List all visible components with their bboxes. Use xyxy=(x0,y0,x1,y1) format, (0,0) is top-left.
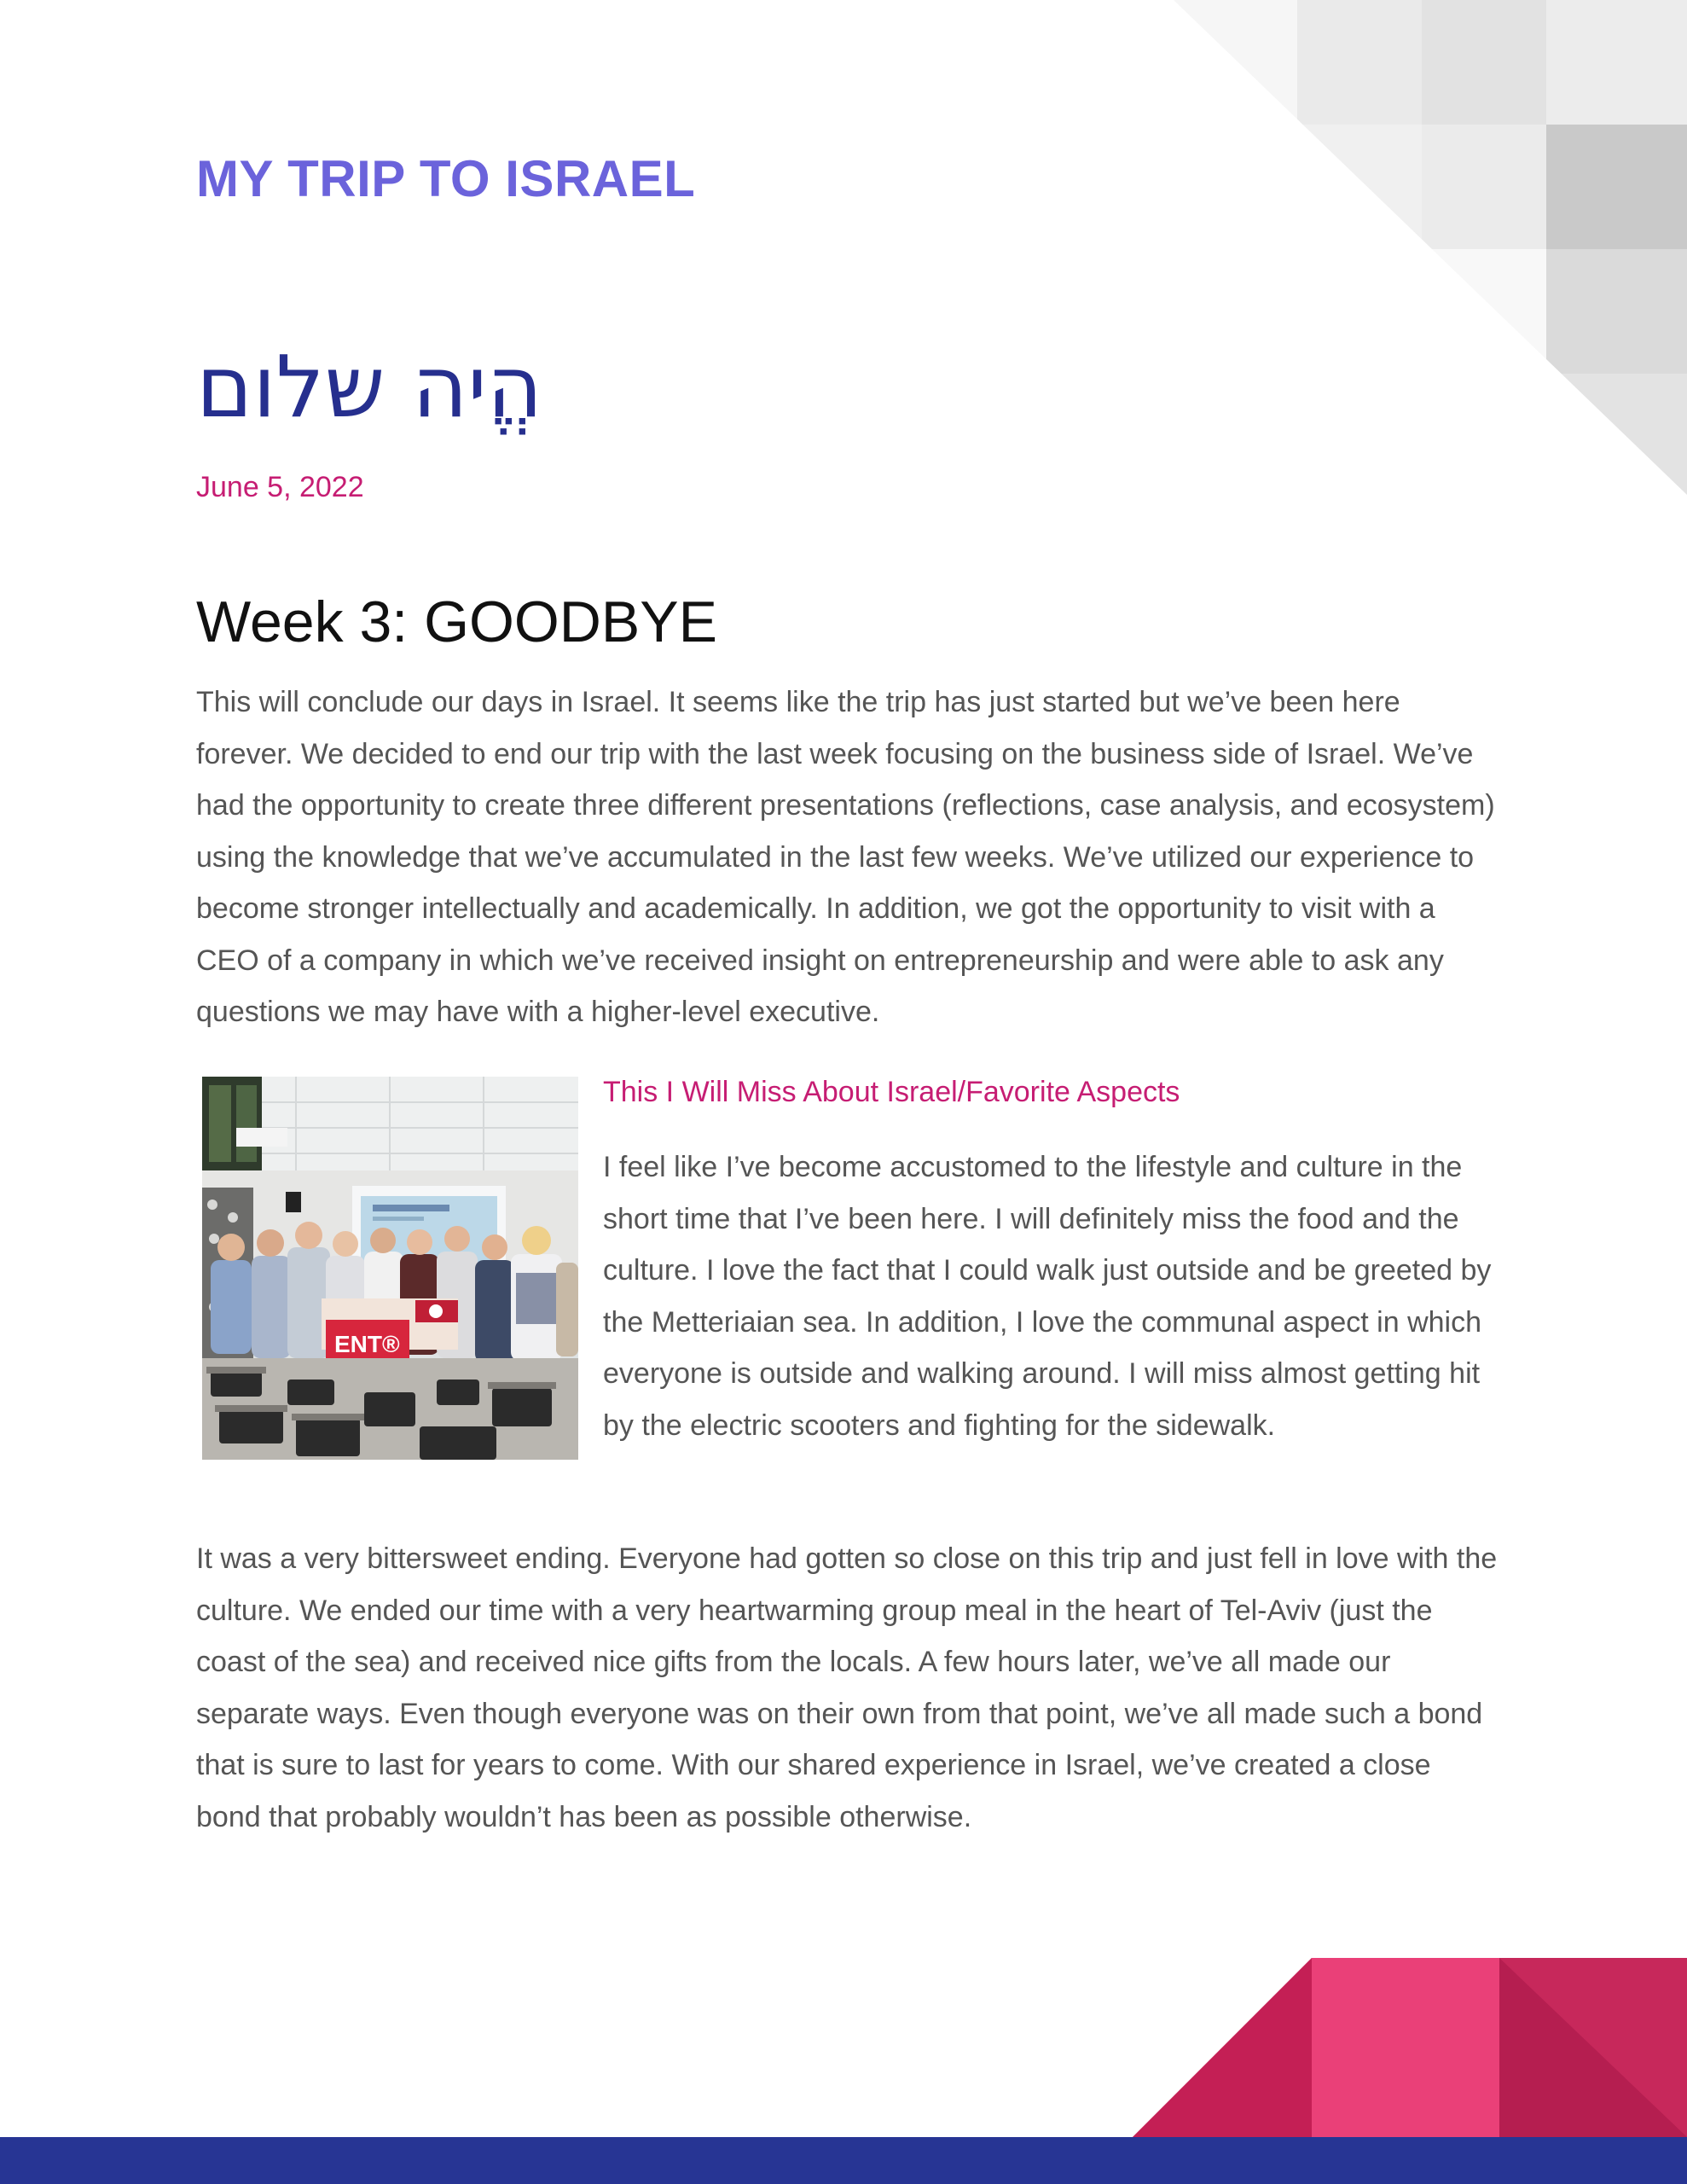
favorite-aspects-paragraph: I feel like I’ve become accustomed to the lifestyle and culture in the short time that I’ve been here. I will definitely miss the food and the culture. I love the fact that I could walk just outside and be greeted by the Metteriaian sea. In addition, I love the communal aspect in which everyone is outside and walking around. I will miss almost getting hit by the electric scooters and fighting for the sidewalk. xyxy=(603,1151,1492,1442)
decorative-grey-pattern xyxy=(1158,0,1687,495)
closing-paragraph: It was a very bittersweet ending. Everyone had gotten so close on this trip and just fell in love with the culture. We ended our time with a very heartwarming group meal in the heart of Tel-Aviv (just the coast of the sea) and received nice gifts from the locals. A few hours later, we’ve all made our separate ways. Even though everyone was on their own from that point, we’ve all made such a bond that is sure to last for years to come. With our shared experience in Israel, we’ve created a close bond that probably wouldn’t has been as possible otherwise. xyxy=(196,1542,1498,1833)
favorite-aspects-heading: This I Will Miss About Israel/Favorite Aspects xyxy=(603,1076,1180,1108)
hebrew-greeting: הֱיה שלום xyxy=(196,337,543,437)
footer-bar xyxy=(0,2137,1687,2184)
section-heading: Week 3: GOODBYE xyxy=(196,590,717,654)
favorite-aspects-section xyxy=(603,1068,1499,1451)
intro-paragraph: This will conclude our days in Israel. It seems like the trip has just started but we’ve been here forever. We decided to end our trip with the last week focusing on the business side of Israel. We’ve had the opportunity to create three different presentations (reflections, case analysis, and ecosystem) using the knowledge that we’ve accumulated in the last few weeks. We’ve utilized our experience to become stronger intellectually and academically. In addition, we got the opportunity to visit with a CEO of a company in which we’ve received insight on entrepreneurship and were able to ask any questions we may have with a higher-level executive. xyxy=(196,686,1495,1028)
banner-text: ENT® xyxy=(334,1331,400,1357)
group-photo xyxy=(202,1077,578,1460)
decorative-pink-shapes xyxy=(1133,1958,1687,2137)
post-date: June 5, 2022 xyxy=(196,471,364,503)
document-title: MY TRIP TO ISRAEL xyxy=(196,150,696,207)
